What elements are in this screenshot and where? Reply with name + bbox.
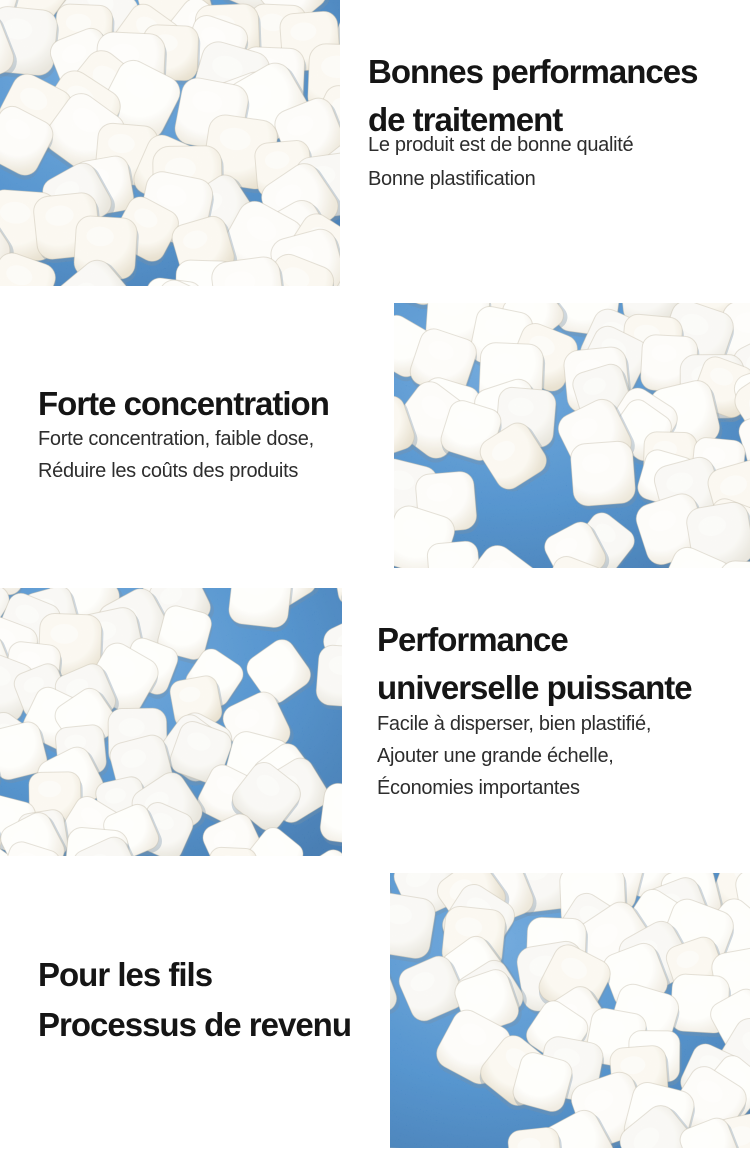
body-line: Bonne plastification bbox=[368, 168, 536, 190]
pellets-photo-1 bbox=[0, 0, 340, 286]
pellets-photo-4 bbox=[390, 873, 750, 1148]
section4-heading bbox=[38, 950, 351, 1050]
body-line: Économies importantes bbox=[377, 777, 580, 799]
heading-line: Pour les fils bbox=[38, 956, 213, 993]
pellets-photo-2 bbox=[394, 303, 750, 568]
heading-line: Bonnes performances bbox=[368, 53, 698, 90]
section1-body bbox=[368, 128, 633, 196]
heading-line: Forte concentration bbox=[38, 385, 329, 422]
body-line: Le produit est de bonne qualité bbox=[368, 134, 634, 156]
body-line: Réduire les coûts des produits bbox=[38, 460, 299, 482]
section2-body bbox=[38, 423, 314, 487]
heading-line: Performance bbox=[377, 621, 568, 658]
body-line: Ajouter une grande échelle, bbox=[377, 745, 614, 767]
heading-line: de traitement bbox=[368, 101, 563, 138]
section3-heading bbox=[377, 616, 692, 712]
section2-heading bbox=[38, 380, 329, 428]
heading-line: Processus de revenu bbox=[38, 1006, 351, 1043]
pellets-photo-3 bbox=[0, 588, 342, 856]
body-line: Facile à disperser, bien plastifié, bbox=[377, 713, 652, 735]
body-line: Forte concentration, faible dose, bbox=[38, 428, 314, 450]
section3-body bbox=[377, 708, 651, 804]
heading-line: universelle puissante bbox=[377, 669, 692, 706]
